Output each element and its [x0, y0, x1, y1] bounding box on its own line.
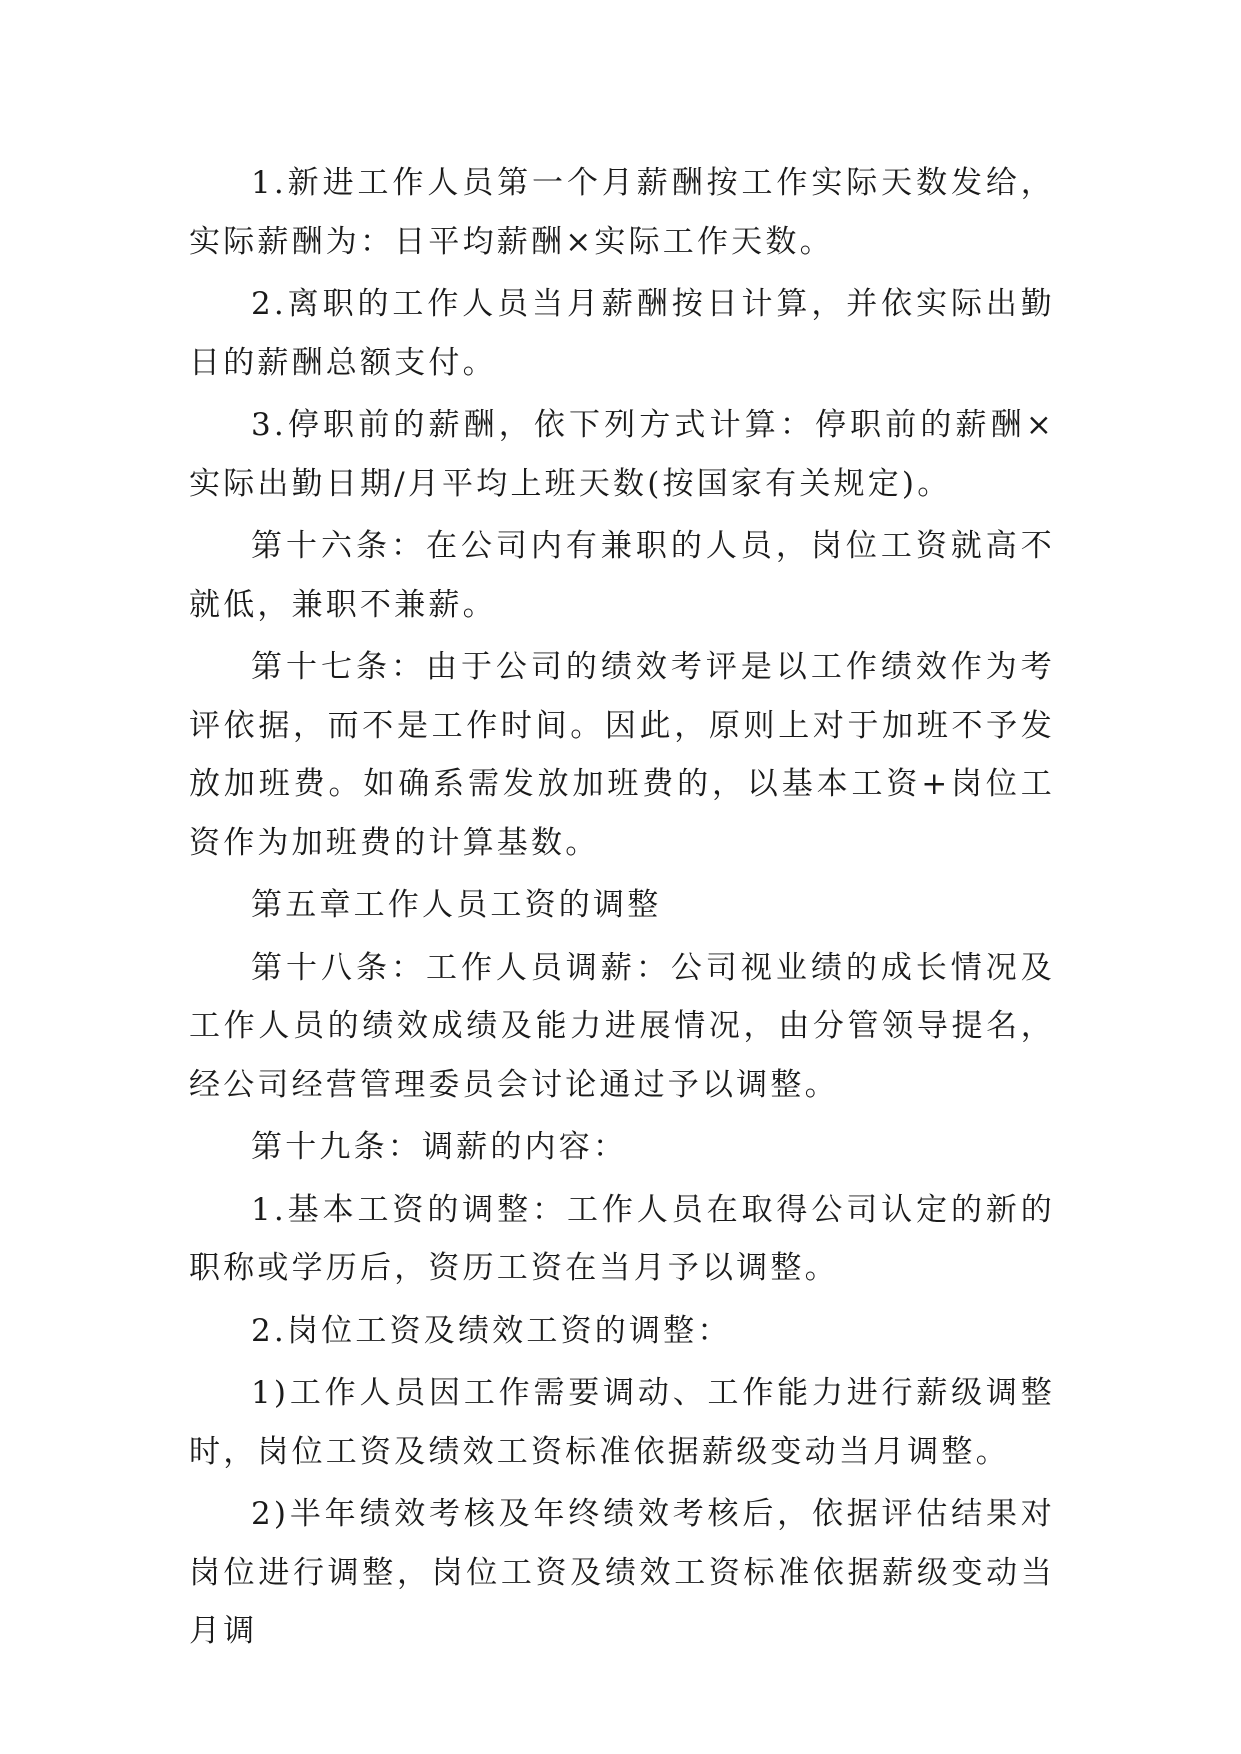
paragraph-article-19: 第十九条：调薪的内容： — [251, 1129, 628, 1165]
paragraph-article-16: 第十六条：在公司内有兼职的人员，岗位工资就高不就低，兼职不兼薪。 — [189, 528, 1055, 623]
paragraph-transfer-adjustment: 1)工作人员因工作需要调动、工作能力进行薪级调整时，岗位工资及绩效工资标准依据薪级变动当月调整。 — [189, 1375, 1055, 1470]
paragraph-base-salary-adjustment: 1.基本工资的调整：工作人员在取得公司认定的新的职称或学历后，资历工资在当月予以调整。 — [189, 1191, 1055, 1286]
paragraph-article-17: 第十七条：由于公司的绩效考评是以工作绩效作为考评依据，而不是工作时间。因此，原则上对于加班不予发放加班费。如确系需发放加班费的，以基本工资+岗位工资作为加班费的计算基数。 — [189, 649, 1055, 861]
paragraph-appraisal-adjustment: 2)半年绩效考核及年终绩效考核后，依据评估结果对岗位进行调整，岗位工资及绩效工资标准依据薪级变动当月调 — [189, 1496, 1055, 1649]
paragraph-position-pay-adjustment: 2.岗位工资及绩效工资的调整： — [251, 1312, 732, 1349]
document-body — [189, 154, 1055, 1665]
paragraph-new-staff-pay: 1.新进工作人员第一个月薪酬按工作实际天数发给，实际薪酬为：日平均薪酬×实际工作天数。 — [189, 165, 1055, 260]
paragraph-resigned-staff-pay: 2.离职的工作人员当月薪酬按日计算，并依实际出勤日的薪酬总额支付。 — [189, 286, 1055, 381]
chapter-heading: 第五章工作人员工资的调整 — [251, 887, 662, 923]
paragraph-suspension-pay: 3.停职前的薪酬，依下列方式计算：停职前的薪酬×实际出勤日期/月平均上班天数(按国家有关规定)。 — [189, 407, 1055, 502]
paragraph-article-18: 第十八条：工作人员调薪：公司视业绩的成长情况及工作人员的绩效成绩及能力进展情况，由分管领导提名，经公司经营管理委员会讨论通过予以调整。 — [189, 949, 1055, 1103]
